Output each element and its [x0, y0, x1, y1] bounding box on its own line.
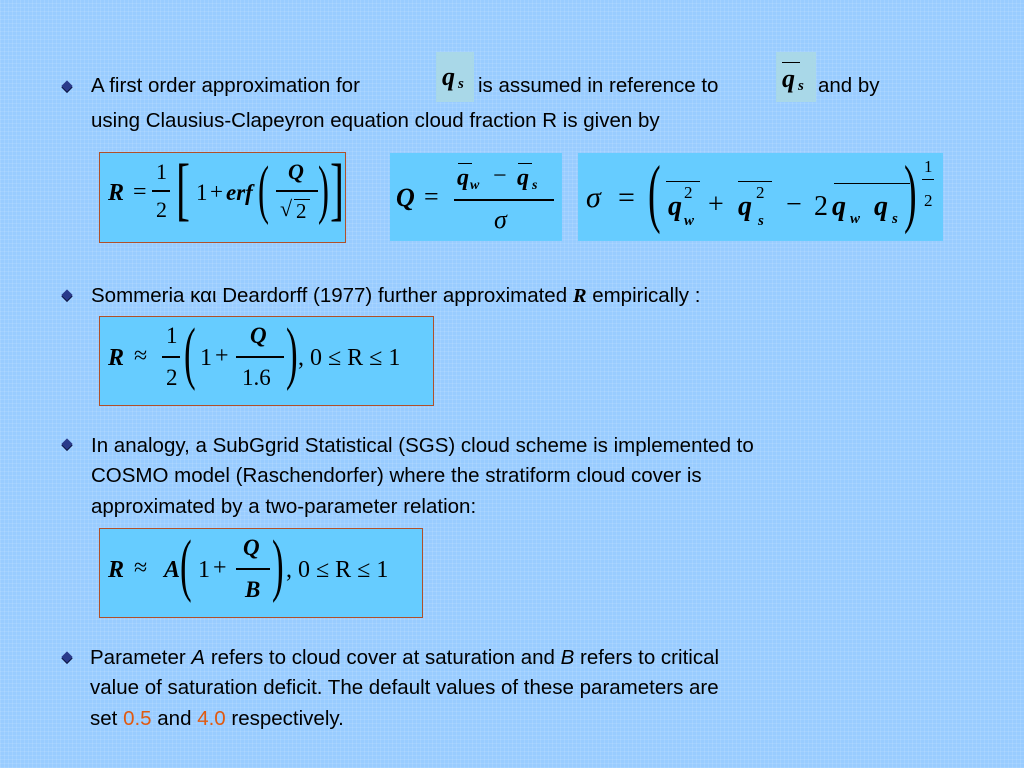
bullet3-text-line3: approximated by a two-parameter relation: [91, 495, 477, 518]
parameter-b-value: 4.0 [197, 707, 226, 730]
bullet4-text-line3: set 0.5 and 4.0 respectively. [90, 707, 344, 730]
bullet1-text-line2: using Clausius-Clapeyron equation cloud fraction R is given by [91, 109, 660, 132]
bullet3-text-line2: COSMO model (Raschendorfer) where the stratiform cloud cover is [91, 464, 702, 487]
bullet-icon [61, 80, 72, 91]
bullet-icon [61, 289, 72, 300]
qs-symbol: q s [436, 52, 474, 102]
bullet3-text-line1: In analogy, a SubGgrid Statistical (SGS) cloud scheme is implemented to [91, 434, 754, 457]
bullet1-text-b: is assumed in reference to [478, 74, 719, 97]
qs-bar-symbol: q s [776, 52, 816, 102]
equation-sigma-definition: σ = ( q 2 w + q 2 s − 2 q w q s ) 1 2 [578, 153, 943, 241]
bullet-icon [61, 651, 72, 662]
equation-r-erf: R = 1 2 [ 1 + erf ( Q √ 2 ) ] [99, 152, 346, 243]
bullet2-text: Sommeria και Deardorff (1977) further approximated R empirically : [91, 284, 701, 307]
bullet-icon [61, 438, 72, 449]
bullet4-text-line2: value of saturation deficit. The default values of these parameters are [90, 676, 719, 699]
bullet4-text-line1: Parameter A refers to cloud cover at saturation and B refers to critical [90, 646, 720, 669]
equation-r-empirical: R ≈ 1 2 ( 1 + Q 1.6 ) , 0 ≤ R ≤ 1 [99, 316, 434, 406]
bullet1-text-a: A first order approximation for [91, 74, 360, 97]
bullet1-text-c: and by [818, 74, 880, 97]
equation-r-two-parameter: R ≈ A ( 1 + Q B ) , 0 ≤ R ≤ 1 [99, 528, 423, 618]
parameter-a-value: 0.5 [123, 707, 152, 730]
equation-q-definition: Q = q w − q s σ [390, 153, 562, 241]
